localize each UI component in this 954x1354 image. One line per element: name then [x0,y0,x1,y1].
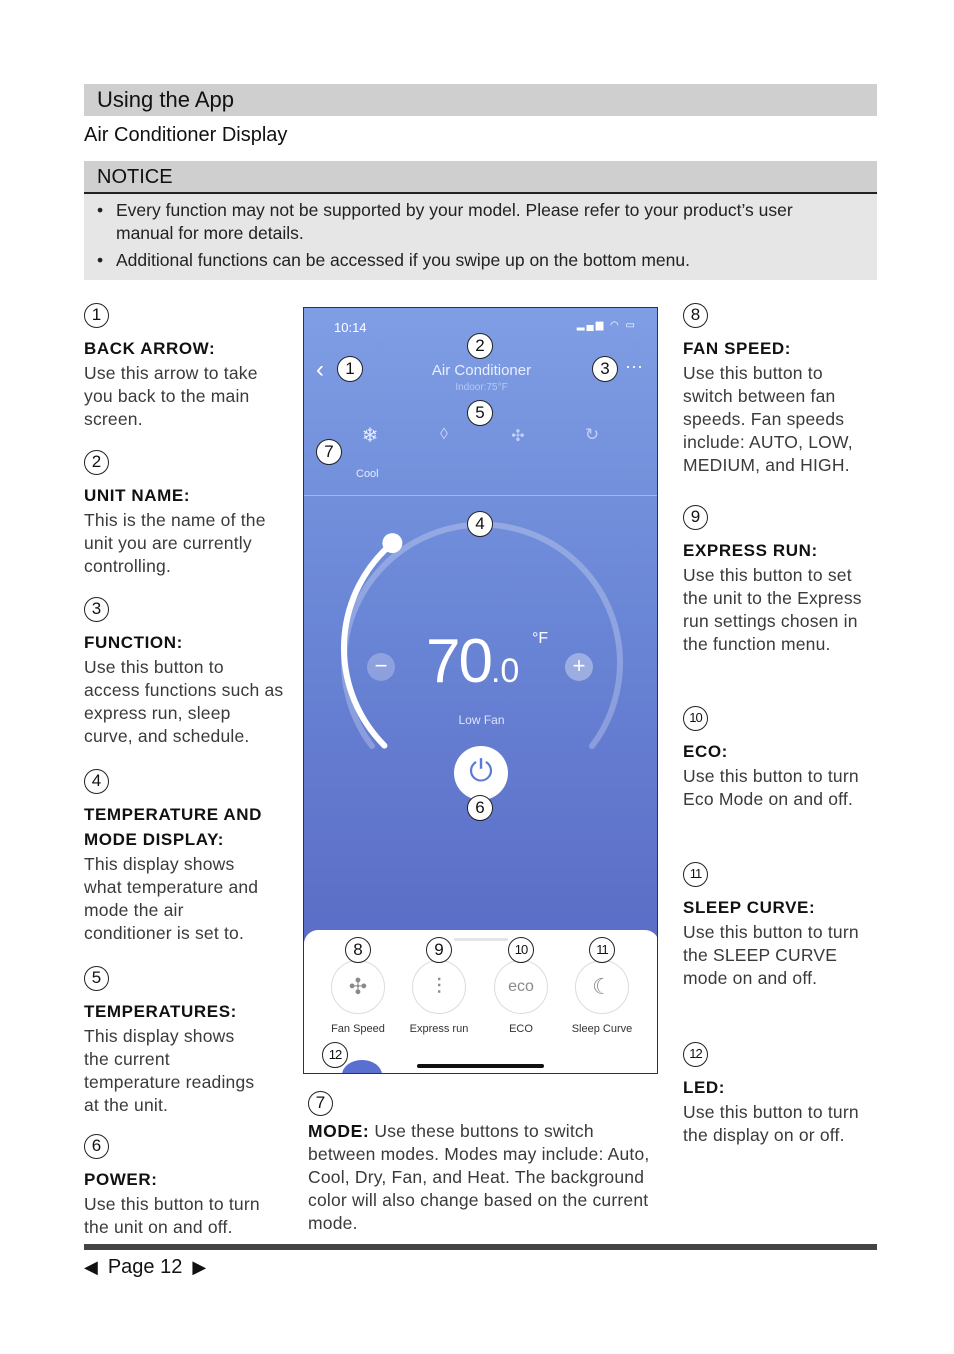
item-description [308,1120,658,1235]
item-label: POWER: [84,1170,158,1189]
callout-number: 7 [308,1091,333,1116]
home-indicator [417,1064,544,1068]
item-description: Use this button to turn Eco Mode on and off. [683,766,859,809]
item-label: SLEEP CURVE: [683,898,816,917]
callout-9: 9 [426,937,452,963]
temperature-decrease-button[interactable]: − [367,653,395,681]
callout-number: 4 [84,769,109,794]
item-label: FAN SPEED: [683,339,792,358]
auto-mode-icon[interactable]: ↻ [584,425,600,444]
notice-bullet-text: Every function may not be supported by your model. Please refer to your product’s user manual for more details. [116,200,793,243]
temperature-unit: °F [532,630,549,647]
item-description: Use this button to turn the unit on and off. [84,1194,260,1237]
item-sleep-curve [683,862,863,990]
callout-2: 2 [467,333,493,359]
temperature-integer: 70 [426,627,491,696]
section-title-bar [84,84,877,116]
callout-10: 10 [508,937,534,963]
item-temperature-mode-display [84,769,284,945]
more-options-icon[interactable]: ··· [625,356,643,376]
item-eco [683,706,863,811]
item-label: TEMPERATURES: [84,1002,237,1021]
item-description: This is the name of the unit you are currently controlling. [84,510,266,576]
indoor-temperature: Indoor:75°F [455,382,508,393]
callout-number: 8 [683,303,708,328]
item-description: Use this button to set the unit to the Express run settings chosen in the function menu. [683,565,862,654]
moon-icon: ☾ [592,974,612,999]
item-label: MODE: [308,1121,370,1141]
callout-5: 5 [467,400,493,426]
item-label: UNIT NAME: [84,486,191,505]
callout-11: 11 [589,937,615,963]
sleep-curve-button[interactable] [575,960,629,1014]
item-description: Use this button to switch between fan speeds. Fan speeds include: AUTO, LOW, MEDIUM, and HIGH. [683,363,853,475]
callout-3: 3 [592,356,618,382]
callout-number: 6 [84,1134,109,1159]
set-temperature [426,626,519,697]
divider [304,495,658,496]
droplet-icon[interactable]: ◊ [440,426,448,443]
previous-page-icon[interactable]: ◀ [84,1257,98,1277]
app-screenshot [303,307,658,1074]
temperature-decimal: .0 [490,652,520,690]
bullet-dot: • [97,250,104,270]
item-description: Use this arrow to take you back to the main screen. [84,363,258,429]
callout-1: 1 [337,356,363,382]
section-title: Using the App [97,87,234,112]
callout-number: 5 [84,966,109,991]
item-description: Use this button to turn the display on or off. [683,1102,859,1145]
temperature-increase-button[interactable]: + [565,653,593,681]
notice-bullet-text: Additional functions can be accessed if you swipe up on the bottom menu. [116,250,690,270]
item-description: Use this button to access functions such as express run, sleep curve, and schedule. [84,657,284,746]
item-unit-name [84,450,274,578]
item-power [84,1134,284,1239]
item-temperatures [84,966,274,1117]
notice-bullet [97,249,836,272]
item-back-arrow [84,303,284,431]
item-mode [308,1091,658,1235]
item-label: BACK ARROW: [84,339,216,358]
item-function [84,597,284,748]
bullet-dot: • [97,200,104,220]
express-run-label: Express run [409,1023,469,1035]
callout-12: 12 [322,1042,348,1068]
callout-number: 12 [683,1042,708,1067]
item-description: This display shows what temperature and mode the air conditioner is set to. [84,854,259,943]
status-icons: ▂▄▆ ◠ ▭ [576,320,637,331]
item-label: TEMPERATURE AND MODE DISPLAY: [84,805,263,849]
item-description: Use this button to turn the SLEEP CURVE mode on and off. [683,922,859,988]
fan-icon: ✣ [348,974,368,999]
swipe-handle[interactable] [454,938,508,941]
callout-number: 11 [683,862,708,887]
callout-number: 1 [84,303,109,328]
page-footer [84,1256,206,1279]
page-number: Page 12 [107,1256,183,1278]
notice-title: NOTICE [97,166,173,188]
fan-speed-button[interactable] [331,960,385,1014]
snowflake-icon[interactable]: ❄ [361,425,379,447]
fan-speed-label: Fan Speed [331,1023,385,1035]
express-run-button[interactable] [412,960,466,1014]
callout-number: 3 [84,597,109,622]
callout-number: 2 [84,450,109,475]
item-description-text: Use these buttons to switch between modes. Modes may include: Auto, Cool, Dry, Fan, and Heat. The background color will also change based on the current mode. [308,1121,650,1233]
sleep-curve-label: Sleep Curve [571,1023,633,1035]
sliders-icon: ⫶ [436,974,442,999]
led-button[interactable] [342,1060,382,1074]
notice-body [84,194,877,280]
page-subtitle: Air Conditioner Display [84,124,288,146]
back-arrow-icon[interactable]: ‹ [316,356,324,383]
footer-rule [84,1244,877,1250]
fan-mode-icon[interactable]: ✣ [511,428,525,445]
power-icon: ⏻ [469,755,493,788]
callout-6: 6 [467,795,493,821]
item-fan-speed [683,303,873,477]
notice-bullet [97,199,836,245]
callout-number: 9 [683,505,708,530]
callout-8: 8 [345,937,371,963]
callout-4: 4 [467,511,493,537]
item-label: LED: [683,1078,726,1097]
status-time: 10:14 [334,320,367,335]
eco-label: ECO [509,1023,533,1035]
unit-name: Air Conditioner [431,362,532,379]
callout-7: 7 [316,439,342,465]
item-led [683,1042,863,1147]
item-label: ECO: [683,742,728,761]
item-description: This display shows the current temperature readings at the unit. [84,1026,255,1115]
item-label: FUNCTION: [84,633,183,652]
fan-mode-label: Low Fan [458,713,505,727]
power-button[interactable] [454,746,508,800]
item-express-run [683,505,873,656]
mode-cool-label: Cool [356,468,379,480]
next-page-icon[interactable]: ▶ [192,1257,207,1277]
eco-icon: eco [508,978,534,995]
dial-knob [382,533,402,553]
eco-button[interactable] [494,960,548,1014]
notice-header [84,161,877,194]
item-label: EXPRESS RUN: [683,541,818,560]
callout-number: 10 [683,706,708,731]
